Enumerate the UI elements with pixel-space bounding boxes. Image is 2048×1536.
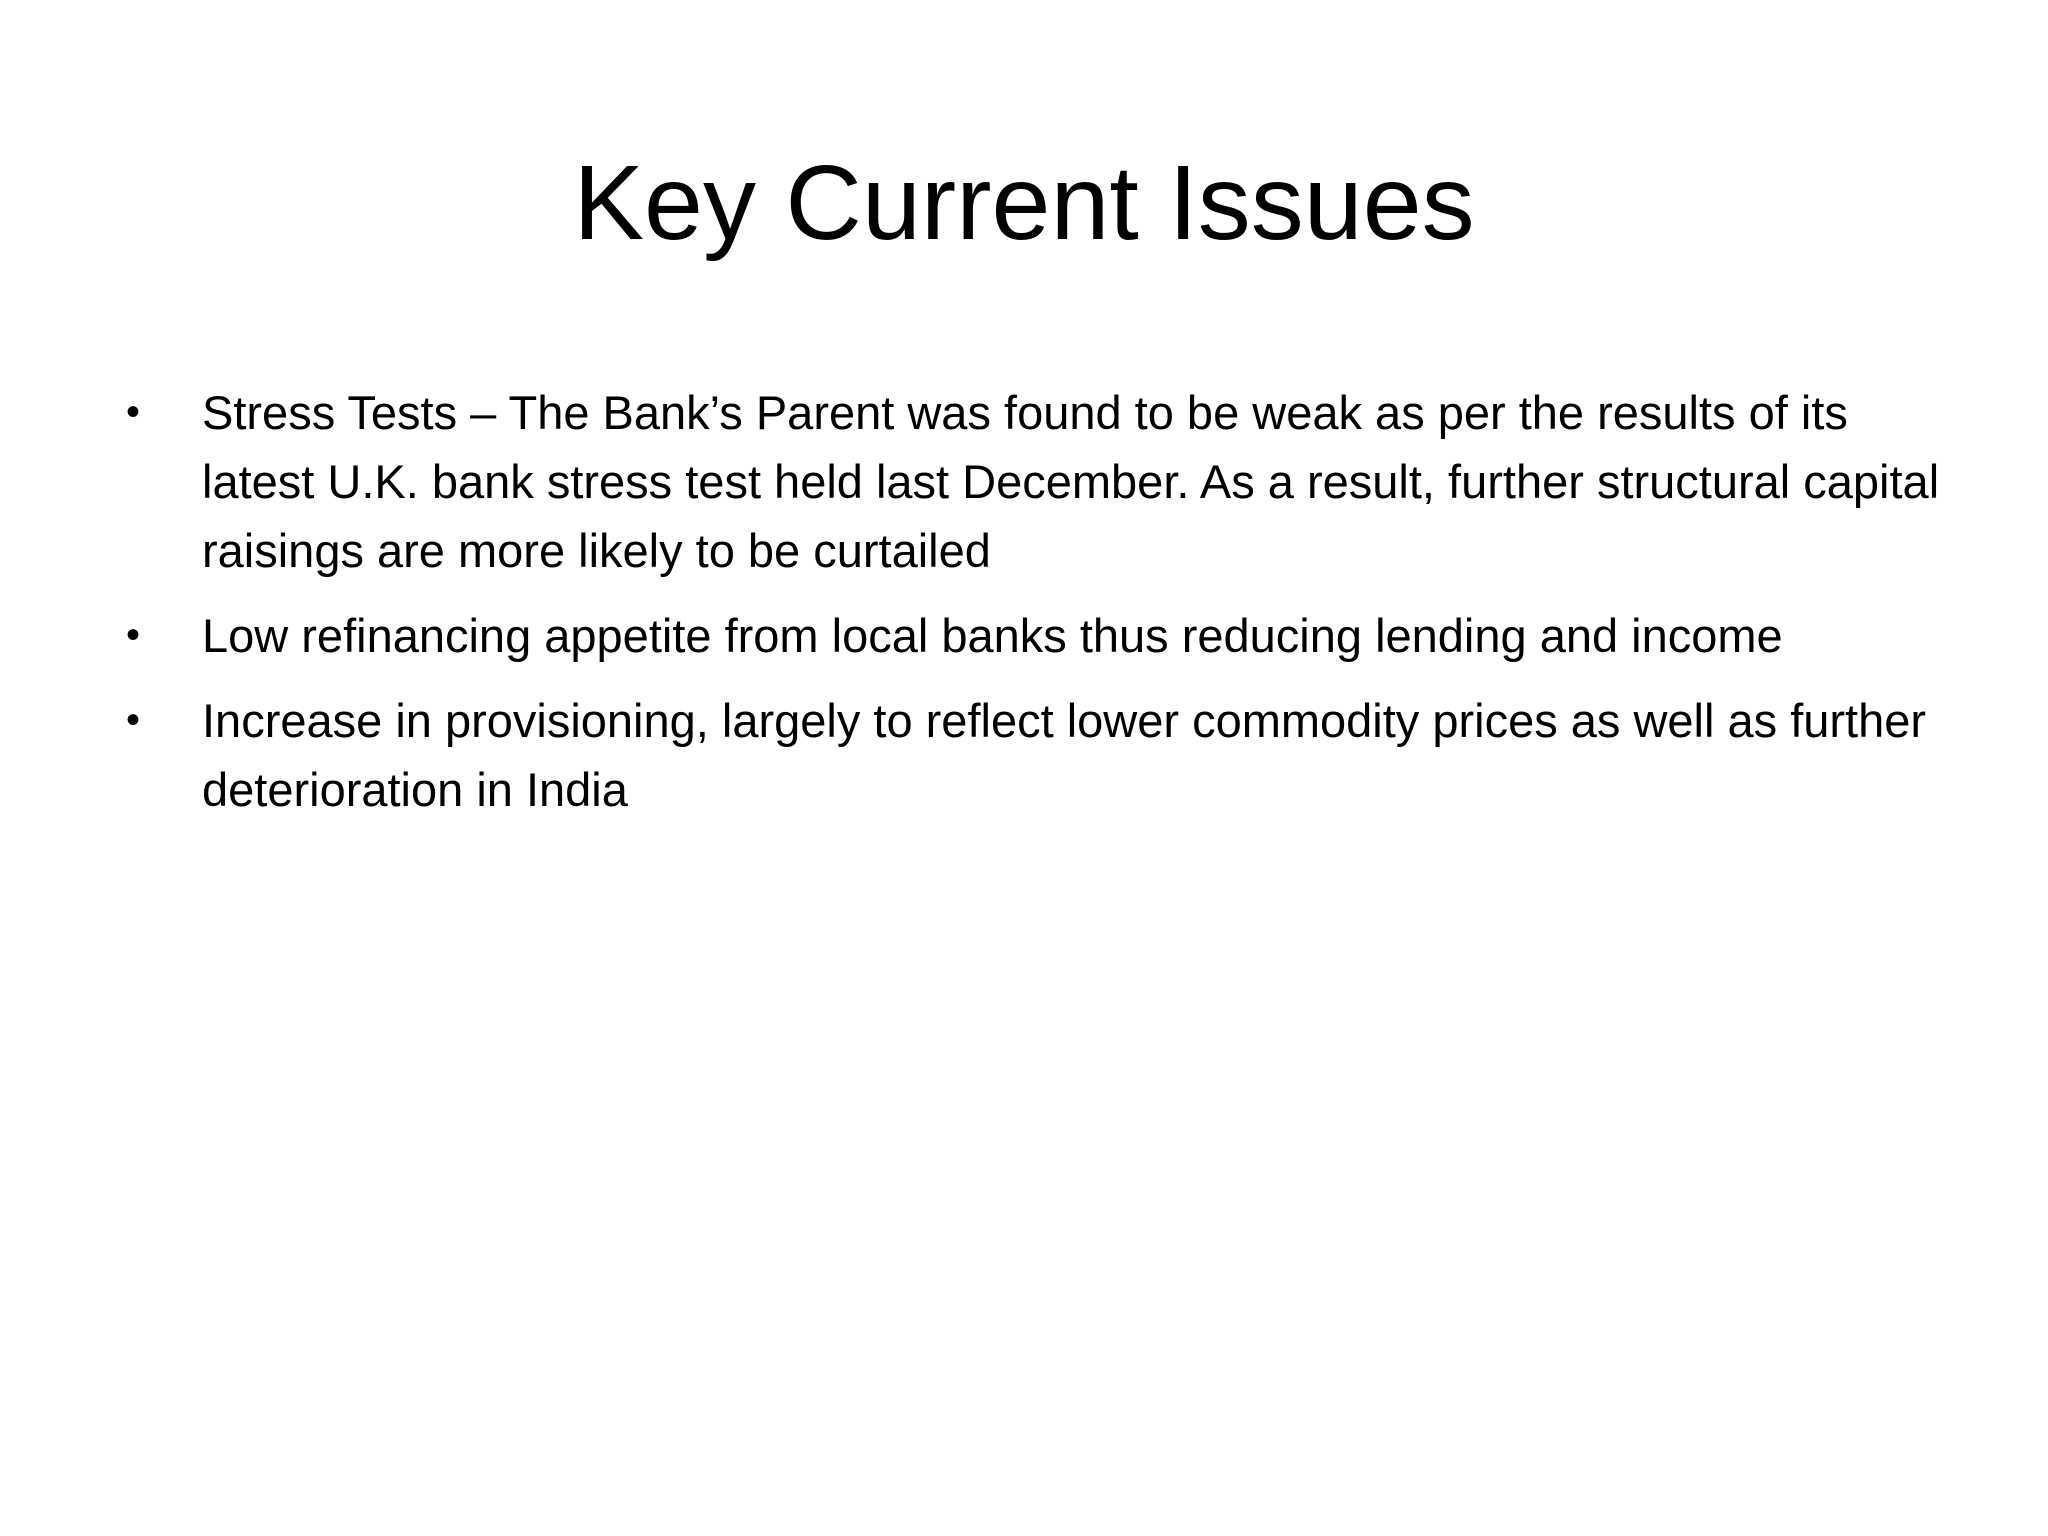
- list-item: [124, 378, 1944, 585]
- bullet-list: [124, 378, 1944, 840]
- slide-title: Key Current Issues: [573, 144, 1475, 262]
- list-item: [124, 601, 1944, 670]
- bullet-text: Low refinancing appetite from local banks thus reducing lending and income: [202, 609, 1783, 662]
- bullet-text: Increase in provisioning, largely to reflect lower commodity prices as well as further deterioration in India: [202, 694, 1927, 816]
- bullet-text: Stress Tests – The Bank’s Parent was found to be weak as per the results of its latest U.K. bank stress test held last December. As a result, further structural capital raisings are more likely to be curtailed: [202, 386, 1940, 577]
- list-item: [124, 686, 1944, 824]
- bullet-icon: •: [126, 390, 141, 434]
- bullet-icon: •: [126, 698, 141, 742]
- bullet-icon: •: [126, 613, 141, 657]
